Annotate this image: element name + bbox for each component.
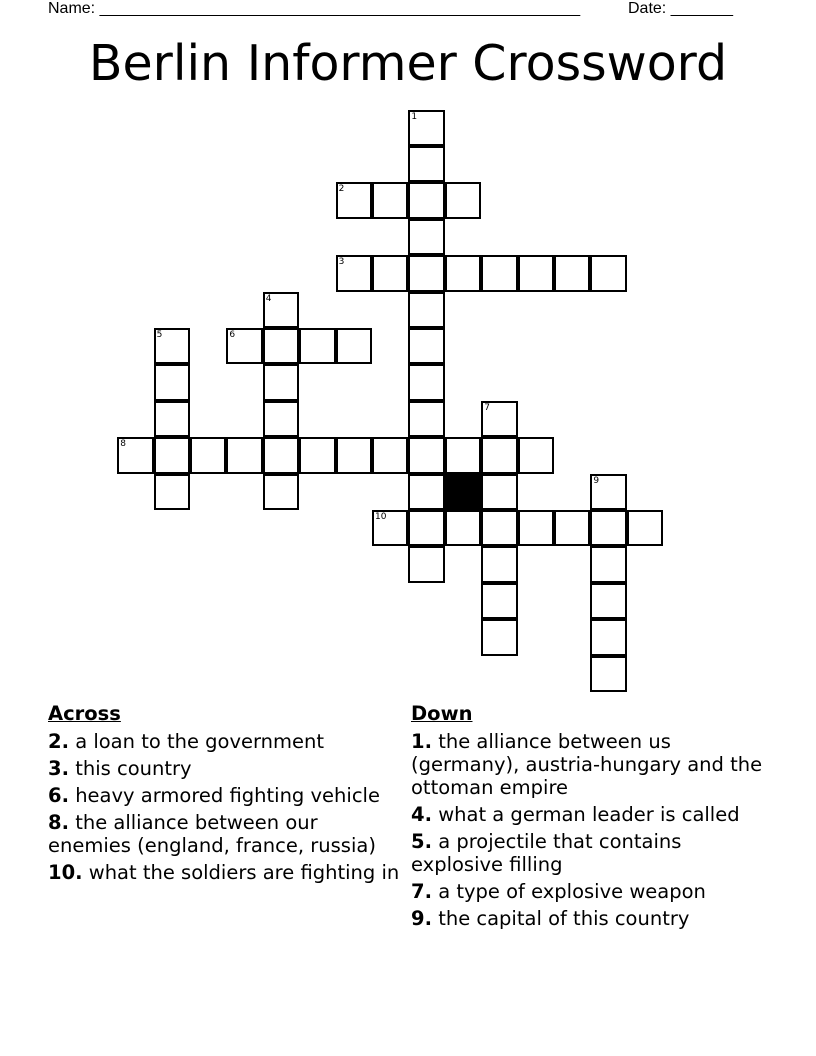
crossword-cell[interactable] xyxy=(372,182,408,218)
crossword-cell[interactable] xyxy=(590,656,626,692)
clue-number: 6. xyxy=(48,784,69,807)
crossword-cell[interactable] xyxy=(408,510,444,546)
crossword-cell[interactable] xyxy=(590,546,626,582)
clue-across-6 xyxy=(48,784,404,807)
crossword-cell[interactable] xyxy=(408,146,444,182)
clue-number-label: 5 xyxy=(156,330,163,340)
down-clues xyxy=(411,702,771,934)
crossword-cell[interactable] xyxy=(154,474,190,510)
clue-number: 7. xyxy=(411,880,432,903)
clue-number: 4. xyxy=(411,803,432,826)
clue-text: what the soldiers are fighting in xyxy=(88,861,400,884)
crossword-cell[interactable] xyxy=(299,437,335,473)
clue-number-label: 7 xyxy=(484,402,490,413)
crossword-cell[interactable] xyxy=(263,401,299,437)
clue-down-5 xyxy=(411,830,771,876)
crossword-cell[interactable] xyxy=(445,510,481,546)
crossword-cell[interactable] xyxy=(590,255,626,291)
crossword-cell[interactable] xyxy=(445,255,481,291)
crossword-cell[interactable] xyxy=(154,364,190,400)
clue-number-label: 10 xyxy=(375,512,387,522)
crossword-cell[interactable] xyxy=(299,328,335,364)
clue-down-4 xyxy=(411,803,771,826)
clue-number: 3. xyxy=(48,757,69,780)
crossword-cell[interactable] xyxy=(408,182,444,218)
crossword-cell[interactable] xyxy=(481,619,517,655)
crossword-cell[interactable] xyxy=(408,437,444,473)
crossword-cell[interactable] xyxy=(408,110,444,146)
clue-text: the capital of this country xyxy=(438,907,690,930)
crossword-cell[interactable] xyxy=(408,328,444,364)
clue-number: 5. xyxy=(411,830,432,853)
name-field-label: Name: ______________________________________________________ xyxy=(48,0,581,17)
clue-text: the alliance between our enemies (england, france, russia) xyxy=(48,811,376,857)
crossword-cell[interactable] xyxy=(408,255,444,291)
crossword-cell[interactable] xyxy=(372,437,408,473)
crossword-cell[interactable] xyxy=(481,546,517,582)
crossword-cell[interactable] xyxy=(408,401,444,437)
crossword-cell[interactable] xyxy=(408,219,444,255)
clue-text: what a german leader is called xyxy=(438,803,740,826)
crossword-cell[interactable] xyxy=(154,328,190,364)
crossword-cell[interactable] xyxy=(263,364,299,400)
crossword-cell[interactable] xyxy=(372,255,408,291)
crossword-cell[interactable] xyxy=(481,474,517,510)
crossword-cell[interactable] xyxy=(408,364,444,400)
crossword-cell[interactable] xyxy=(554,510,590,546)
page-title: Berlin Informer Crossword xyxy=(88,35,728,92)
crossword-cell[interactable] xyxy=(627,510,663,546)
clue-number: 9. xyxy=(411,907,432,930)
clue-text: a loan to the government xyxy=(75,730,325,753)
crossword-cell[interactable] xyxy=(590,474,626,510)
crossword-cell[interactable] xyxy=(336,437,372,473)
clue-text: heavy armored fighting vehicle xyxy=(75,784,380,807)
crossword-cell[interactable] xyxy=(372,510,408,546)
crossword-cell[interactable] xyxy=(408,546,444,582)
crossword-cell[interactable] xyxy=(445,437,481,473)
crossword-cell[interactable] xyxy=(408,474,444,510)
crossword-cell[interactable] xyxy=(263,292,299,328)
crossword-cell[interactable] xyxy=(336,328,372,364)
clue-across-3 xyxy=(48,757,404,780)
clue-number: 2. xyxy=(48,730,69,753)
crossword-cell[interactable] xyxy=(590,583,626,619)
clue-number-label: 2 xyxy=(338,184,345,195)
clue-down-9 xyxy=(411,907,771,930)
crossword-cell[interactable] xyxy=(481,255,517,291)
crossword-cell[interactable] xyxy=(263,437,299,473)
crossword-cell[interactable] xyxy=(481,401,517,437)
crossword-cell[interactable] xyxy=(226,328,262,364)
clue-number-label: 9 xyxy=(593,475,600,486)
crossword-cell[interactable] xyxy=(518,255,554,291)
clue-down-7 xyxy=(411,880,771,903)
clue-text: a projectile that contains explosive filling xyxy=(411,830,682,876)
clue-text: the alliance between us (germany), austria-hungary and the ottoman empire xyxy=(411,730,763,799)
crossword-cell[interactable] xyxy=(481,583,517,619)
crossword-cell[interactable] xyxy=(336,182,372,218)
crossword-cell[interactable] xyxy=(263,328,299,364)
clue-number-label: 8 xyxy=(120,439,126,450)
across-clues xyxy=(48,702,404,888)
clue-number: 8. xyxy=(48,811,69,834)
clue-number: 1. xyxy=(411,730,432,753)
crossword-cell[interactable] xyxy=(554,255,590,291)
crossword-cell[interactable] xyxy=(408,292,444,328)
clue-number: 10. xyxy=(48,861,83,884)
clue-text: a type of explosive weapon xyxy=(438,880,706,903)
down-heading: Down xyxy=(411,702,473,725)
across-heading: Across xyxy=(48,702,121,725)
crossword-cell[interactable] xyxy=(154,401,190,437)
crossword-cell[interactable] xyxy=(117,437,153,473)
clue-number-label: 4 xyxy=(265,293,272,304)
crossword-cell[interactable] xyxy=(590,619,626,655)
clue-across-2 xyxy=(48,730,404,753)
crossword-cell[interactable] xyxy=(590,510,626,546)
crossword-cell[interactable] xyxy=(481,510,517,546)
clue-number-label: 6 xyxy=(229,330,236,340)
date-field-label: Date: _______ xyxy=(628,0,733,17)
crossword-cell[interactable] xyxy=(263,474,299,510)
crossword-cell[interactable] xyxy=(445,182,481,218)
crossword-cell[interactable] xyxy=(518,437,554,473)
clue-across-10 xyxy=(48,861,404,884)
clue-text: this country xyxy=(75,757,192,780)
clue-number-label: 3 xyxy=(338,257,345,268)
black-square xyxy=(445,474,481,510)
crossword-cell[interactable] xyxy=(226,437,262,473)
crossword-cell[interactable] xyxy=(154,437,190,473)
clue-number-label: 1 xyxy=(411,111,418,122)
crossword-cell[interactable] xyxy=(190,437,226,473)
crossword-cell[interactable] xyxy=(481,437,517,473)
clue-down-1 xyxy=(411,730,771,799)
crossword-cell[interactable] xyxy=(518,510,554,546)
crossword-cell[interactable] xyxy=(336,255,372,291)
clue-across-8 xyxy=(48,811,404,857)
